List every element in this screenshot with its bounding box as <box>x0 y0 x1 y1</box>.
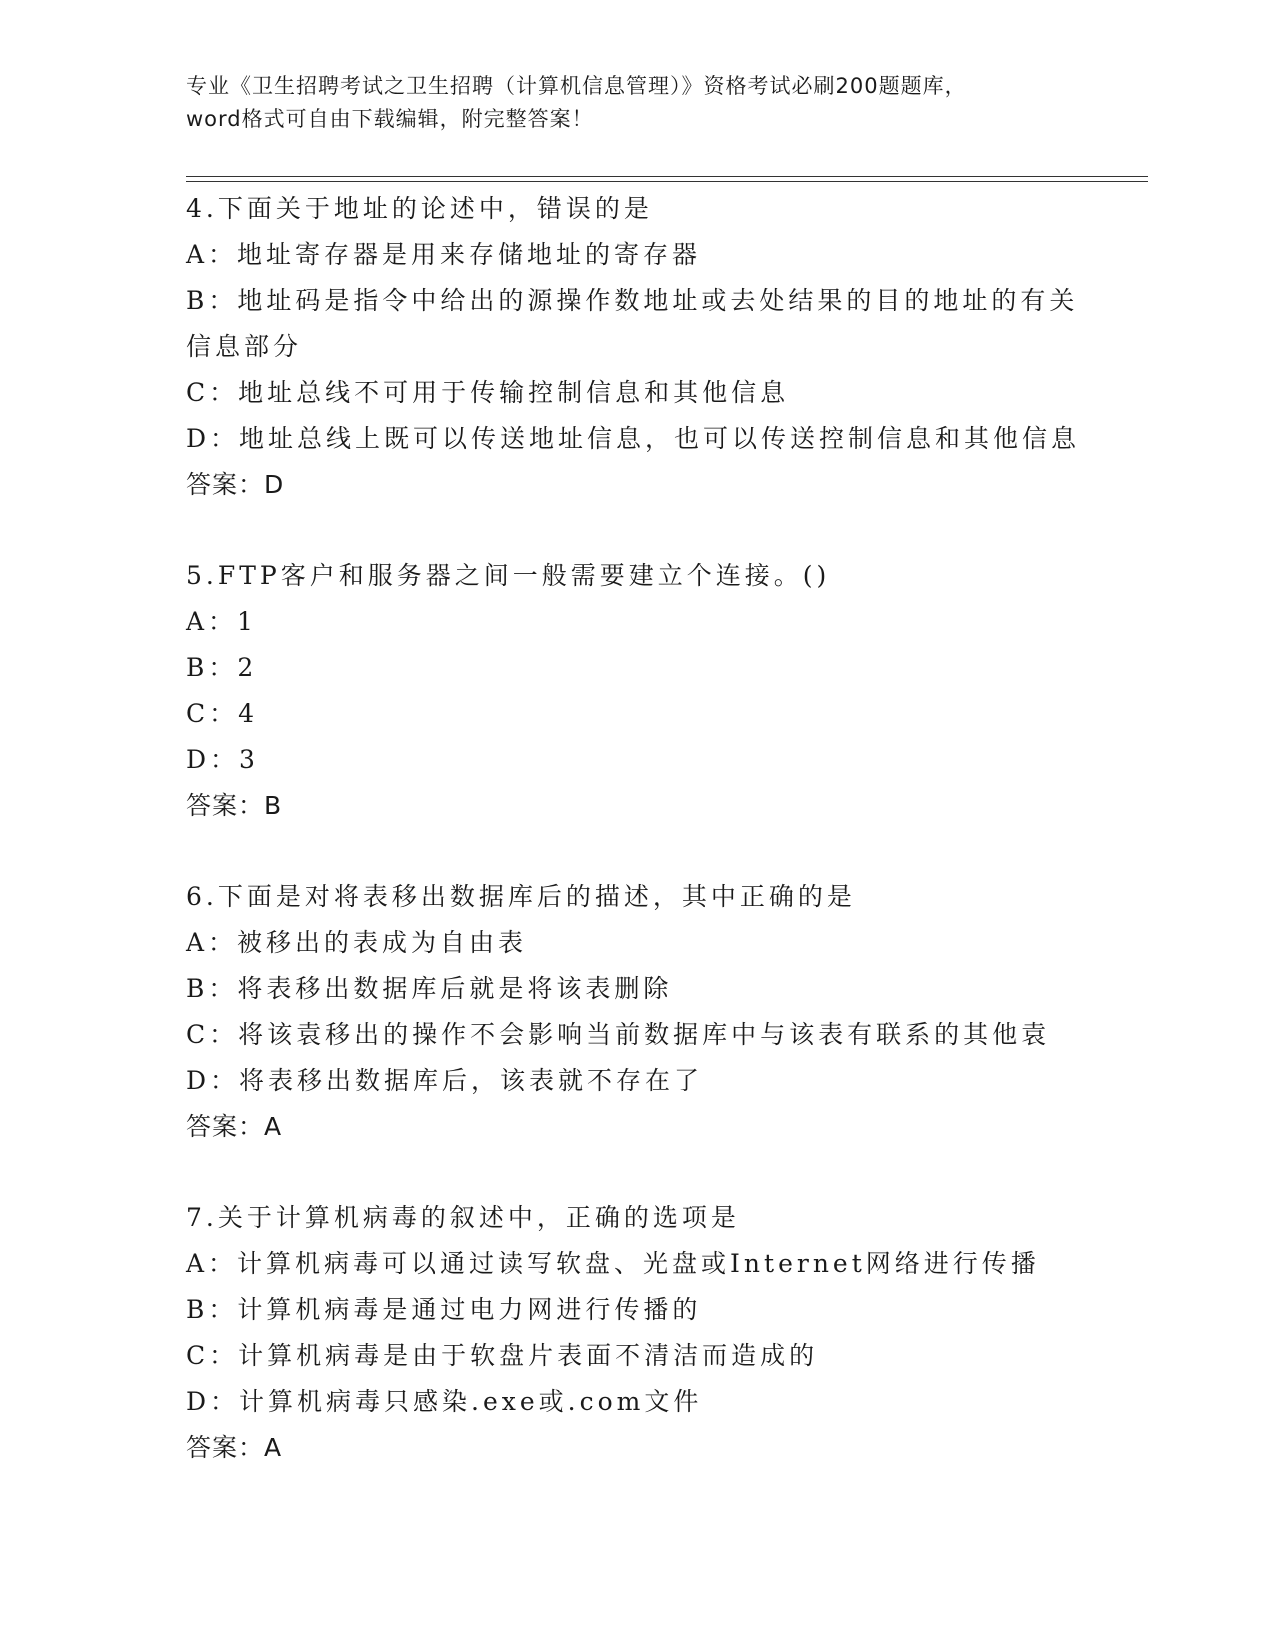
option-a: A：被移出的表成为自由表 <box>186 928 528 957</box>
option-b: B：2 <box>186 653 258 682</box>
option-b: B：将表移出数据库后就是将该表删除 <box>186 974 673 1003</box>
question-stem: 6.下面是对将表移出数据库后的描述，其中正确的是 <box>186 882 856 911</box>
option-d: D：地址总线上既可以传送地址信息，也可以传送控制信息和其他信息 <box>186 424 1081 453</box>
option-d: D：将表移出数据库后，该表就不存在了 <box>186 1066 704 1095</box>
option-b: B：地址码是指令中给出的源操作数地址或去处结果的目的地址的有关信息部分 <box>186 286 1079 361</box>
option-c: C：将该袁移出的操作不会影响当前数据库中与该表有联系的其他袁 <box>186 1020 1051 1049</box>
answer-label: 答案：B <box>186 791 283 820</box>
question-list <box>186 186 1086 1516</box>
answer-label: 答案：A <box>186 1433 283 1462</box>
header-divider-top <box>186 176 1148 177</box>
option-c: C：4 <box>186 699 259 728</box>
answer-label: 答案：D <box>186 470 285 499</box>
option-d: D：计算机病毒只感染.exe或.com文件 <box>186 1387 703 1416</box>
header-line-2: word格式可自由下载编辑，附完整答案！ <box>186 107 594 131</box>
option-a: A：地址寄存器是用来存储地址的寄存器 <box>186 240 702 269</box>
option-a: A：计算机病毒可以通过读写软盘、光盘或Internet网络进行传播 <box>186 1249 1040 1278</box>
question-stem: 5.FTP客户和服务器之间一般需要建立个连接。() <box>186 561 831 590</box>
question-5 <box>186 553 1086 829</box>
option-a: A：1 <box>186 607 257 636</box>
document-header <box>186 70 1086 136</box>
question-stem: 4.下面关于地址的论述中，错误的是 <box>186 194 653 223</box>
option-c: C：地址总线不可用于传输控制信息和其他信息 <box>186 378 790 407</box>
question-6 <box>186 874 1086 1150</box>
option-c: C：计算机病毒是由于软盘片表面不清洁而造成的 <box>186 1341 819 1370</box>
question-stem: 7.关于计算机病毒的叙述中，正确的选项是 <box>186 1203 740 1232</box>
question-4 <box>186 186 1086 508</box>
option-d: D：3 <box>186 745 259 774</box>
answer-label: 答案：A <box>186 1112 283 1141</box>
header-divider-bottom <box>186 181 1148 182</box>
header-line-1: 专业《卫生招聘考试之卫生招聘（计算机信息管理）》资格考试必刷200题题库， <box>186 74 967 98</box>
question-7 <box>186 1195 1086 1471</box>
option-b: B：计算机病毒是通过电力网进行传播的 <box>186 1295 702 1324</box>
